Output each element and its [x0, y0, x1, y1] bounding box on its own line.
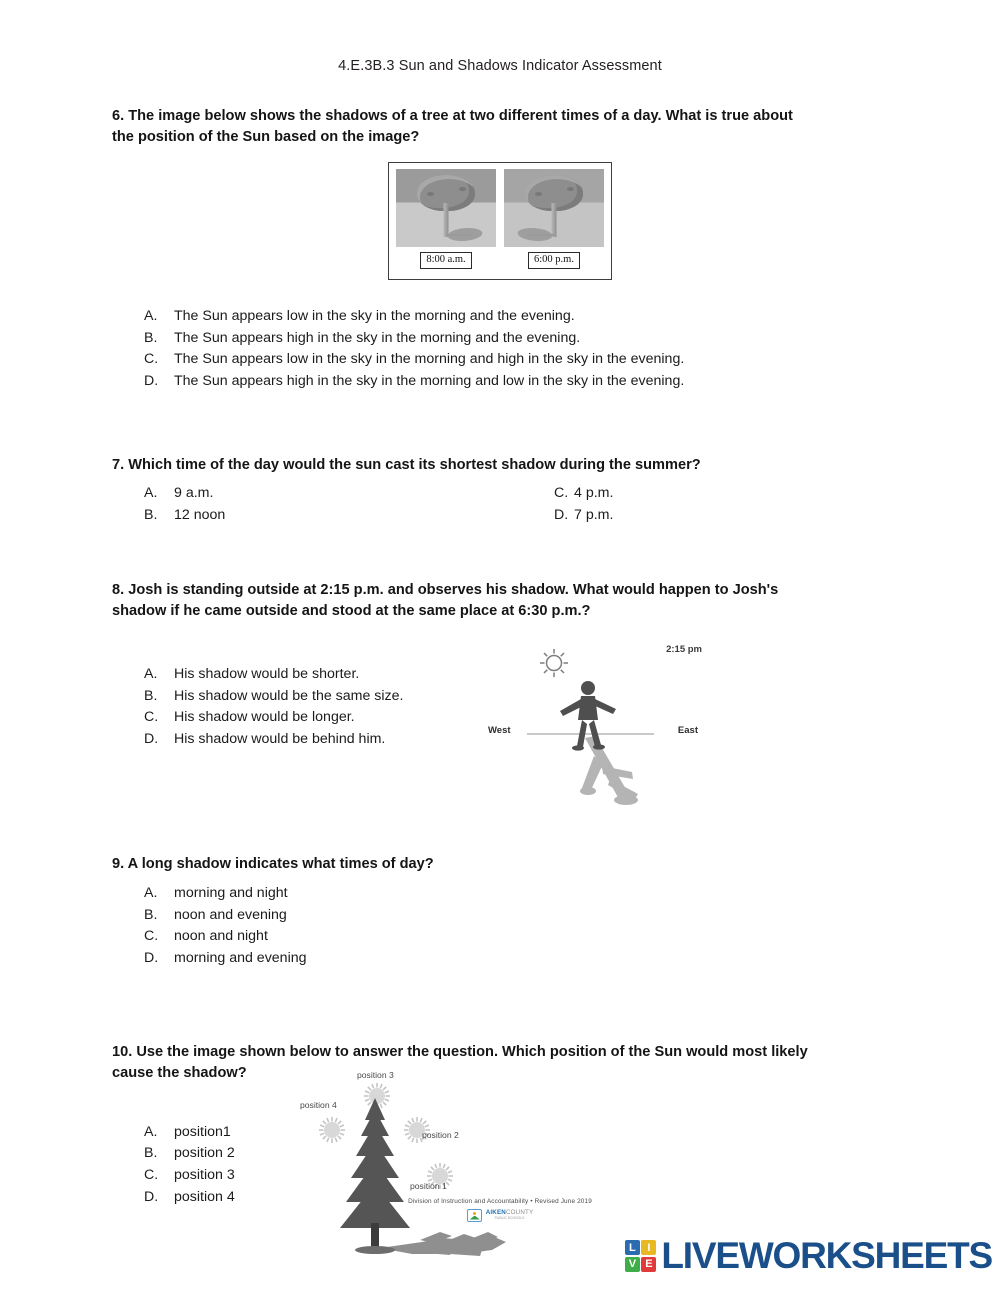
choice-7-c-label: C. [554, 484, 569, 501]
choice-6-c-text: The Sun appears low in the sky in the morning and high in the sky in the evening. [174, 351, 685, 368]
choice-6-b[interactable] [144, 328, 888, 350]
worksheet-content [0, 106, 1000, 1263]
sun-icon [540, 649, 568, 677]
choice-7-b-text: 12 noon [174, 506, 226, 523]
question-6-prompt-line1: 6. The image below shows the shadows of a tree at two different times of a day. What is true about [112, 108, 793, 124]
question-9-prompt-line1: 9. A long shadow indicates what times of day? [112, 856, 434, 873]
choice-6-d-label: D. [144, 373, 159, 390]
choice-8-c-text: His shadow would be longer. [174, 709, 355, 726]
choice-8-a[interactable] [144, 664, 472, 686]
time-label-evening: 6:00 p.m. [528, 252, 580, 269]
tree-trunk-icon [552, 203, 557, 237]
choice-9-a[interactable] [144, 883, 888, 905]
choice-7-b[interactable] [144, 504, 554, 526]
figure-time-label: 2:15 pm [666, 644, 702, 656]
choice-9-d-text: morning and evening [174, 949, 307, 966]
choice-9-c-label: C. [144, 928, 159, 945]
question-7-choices [112, 482, 888, 526]
footer-text: Division of Instruction and Accountability • Revised June 2019 [408, 1198, 592, 1205]
choice-8-b[interactable] [144, 686, 472, 708]
question-7-prompt-line1: 7. Which time of the day would the sun cast its shortest shadow during the summer? [112, 456, 701, 473]
choice-10-c-text: position 3 [174, 1167, 235, 1184]
question-8 [112, 580, 888, 818]
choice-6-d-text: The Sun appears high in the sky in the morning and low in the sky in the evening. [174, 373, 685, 390]
choice-6-d[interactable] [144, 371, 888, 393]
choice-8-c[interactable] [144, 707, 472, 729]
question-7-choices-left [144, 482, 554, 526]
choice-9-b[interactable] [144, 905, 888, 927]
choice-6-b-label: B. [144, 329, 158, 346]
liveworksheets-tile-l: L [625, 1240, 640, 1255]
choice-9-b-label: B. [144, 906, 158, 923]
figure-east-label: East [677, 725, 698, 737]
question-6 [112, 106, 888, 393]
choice-10-d-text: position 4 [174, 1188, 235, 1205]
liveworksheets-logo-tiles [625, 1240, 657, 1272]
tree-trunk-icon [444, 203, 449, 237]
position-4-label: position 4 [300, 1099, 337, 1110]
time-label-box-evening [504, 252, 604, 269]
tree-panel-morning [396, 169, 496, 247]
tree-shadow-shape [380, 1232, 506, 1256]
choice-7-d[interactable] [554, 504, 888, 526]
choice-8-d-text: His shadow would be behind him. [174, 730, 386, 747]
choice-7-a-text: 9 a.m. [174, 484, 214, 501]
question-8-prompt-line2: shadow if he came outside and stood at the same place at 6:30 p.m.? [112, 602, 591, 619]
choice-10-d-label: D. [144, 1188, 159, 1205]
question-8-choices [112, 664, 472, 750]
question-10-choices-wrap [112, 1086, 292, 1208]
question-10-choices [112, 1122, 292, 1208]
question-8-body [112, 644, 888, 818]
tree-panel-time-labels [396, 252, 604, 269]
choice-10-c-label: C. [144, 1167, 159, 1184]
choice-10-a-text: position1 [174, 1123, 231, 1140]
choice-8-a-label: A. [144, 666, 158, 683]
position-1-label: position 1 [410, 1180, 447, 1191]
question-8-choices-wrap [112, 644, 472, 750]
choice-10-b-text: position 2 [174, 1145, 235, 1162]
time-label-box-morning [396, 252, 496, 269]
choice-6-a-label: A. [144, 308, 158, 325]
choice-9-d-label: D. [144, 949, 159, 966]
choice-6-a-text: The Sun appears low in the sky in the morning and the evening. [174, 308, 575, 325]
choice-10-a[interactable] [144, 1122, 292, 1144]
question-9-prompt [112, 854, 888, 875]
question-7 [112, 455, 888, 526]
question-8-figure-wrap [472, 644, 888, 818]
choice-10-a-label: A. [144, 1123, 158, 1140]
choice-9-b-text: noon and evening [174, 906, 287, 923]
person-shadow-shape [580, 736, 638, 805]
tree-shadows-figure [388, 162, 612, 280]
position-2-label: position 2 [422, 1129, 459, 1140]
choice-6-c-label: C. [144, 351, 159, 368]
question-9 [112, 854, 888, 969]
position-3-label: position 3 [357, 1069, 394, 1080]
choice-6-a[interactable] [144, 306, 888, 328]
liveworksheets-tile-i: I [641, 1240, 656, 1255]
aiken-logo-icon [467, 1209, 482, 1222]
aiken-logo-main [486, 1210, 534, 1216]
question-6-prompt-line2: the position of the Sun based on the image? [112, 129, 420, 146]
choice-7-d-label: D. [554, 506, 569, 523]
tree-panel-evening [504, 169, 604, 247]
figure-west-label: West [488, 725, 511, 737]
question-10-prompt-line2: cause the shadow? [112, 1064, 247, 1081]
choice-6-b-text: The Sun appears high in the sky in the morning and the evening. [174, 329, 581, 346]
aiken-county-logo [467, 1209, 534, 1222]
question-6-prompt [112, 106, 888, 148]
pine-tree-icon [340, 1098, 410, 1250]
question-9-choices [112, 883, 888, 969]
choice-10-b-label: B. [144, 1145, 158, 1162]
person-shadow-figure [482, 638, 712, 818]
tree-sun-positions-figure [292, 1068, 562, 1263]
aiken-logo-sub: PUBLIC SCHOOLS [494, 1216, 525, 1221]
choice-7-a-label: A. [144, 484, 158, 501]
choice-9-a-text: morning and night [174, 885, 288, 902]
tree-shadow-icon [515, 228, 556, 241]
choice-8-c-label: C. [144, 709, 159, 726]
choice-8-a-text: His shadow would be shorter. [174, 666, 360, 683]
choice-7-c-text: 4 p.m. [574, 484, 614, 501]
tree-panels-row [396, 169, 604, 247]
choice-7-b-label: B. [144, 506, 158, 523]
choice-8-d-label: D. [144, 730, 159, 747]
pine-tree-base-shadow [355, 1246, 395, 1254]
sun-position-4-icon [319, 1117, 345, 1143]
liveworksheets-wordmark: LIVEWORKSHEETS [661, 1235, 992, 1276]
tree-shadow-icon [445, 228, 486, 241]
question-10 [112, 1042, 888, 1263]
question-7-choices-right [554, 482, 888, 526]
aiken-logo-bold: AIKEN [485, 1209, 506, 1217]
question-10-prompt-line1: 10. Use the image shown below to answer the question. Which position of the Sun would most likely [112, 1043, 808, 1060]
choice-7-d-text: 7 p.m. [574, 506, 614, 523]
question-6-choices [112, 306, 888, 392]
choice-10-c[interactable] [144, 1165, 292, 1187]
question-8-prompt [112, 580, 888, 622]
choice-9-c-text: noon and night [174, 928, 268, 945]
choice-9-c[interactable] [144, 926, 888, 948]
choice-7-a[interactable] [144, 482, 554, 504]
choice-8-d[interactable] [144, 729, 472, 751]
choice-8-b-label: B. [144, 687, 158, 704]
tree-sun-positions-svg [292, 1068, 562, 1263]
time-label-morning: 8:00 a.m. [420, 252, 471, 269]
liveworksheets-tile-v: V [625, 1257, 640, 1272]
choice-9-a-label: A. [144, 885, 158, 902]
question-7-prompt [112, 455, 888, 476]
choice-7-c[interactable] [554, 482, 888, 504]
choice-10-b[interactable] [144, 1143, 292, 1165]
aiken-logo-light: COUNTY [505, 1209, 534, 1217]
choice-9-d[interactable] [144, 948, 888, 970]
choice-6-c[interactable] [144, 349, 888, 371]
page-title: 4.E.3B.3 Sun and Shadows Indicator Assessment [338, 58, 662, 74]
liveworksheets-watermark [625, 1235, 992, 1277]
page-footer [0, 1198, 1000, 1227]
question-8-prompt-line1: 8. Josh is standing outside at 2:15 p.m. and observes his shadow. What would happen to Josh's [112, 581, 779, 598]
liveworksheets-tile-e: E [641, 1257, 656, 1272]
aiken-logo-text [486, 1210, 534, 1221]
choice-8-b-text: His shadow would be the same size. [174, 687, 404, 704]
